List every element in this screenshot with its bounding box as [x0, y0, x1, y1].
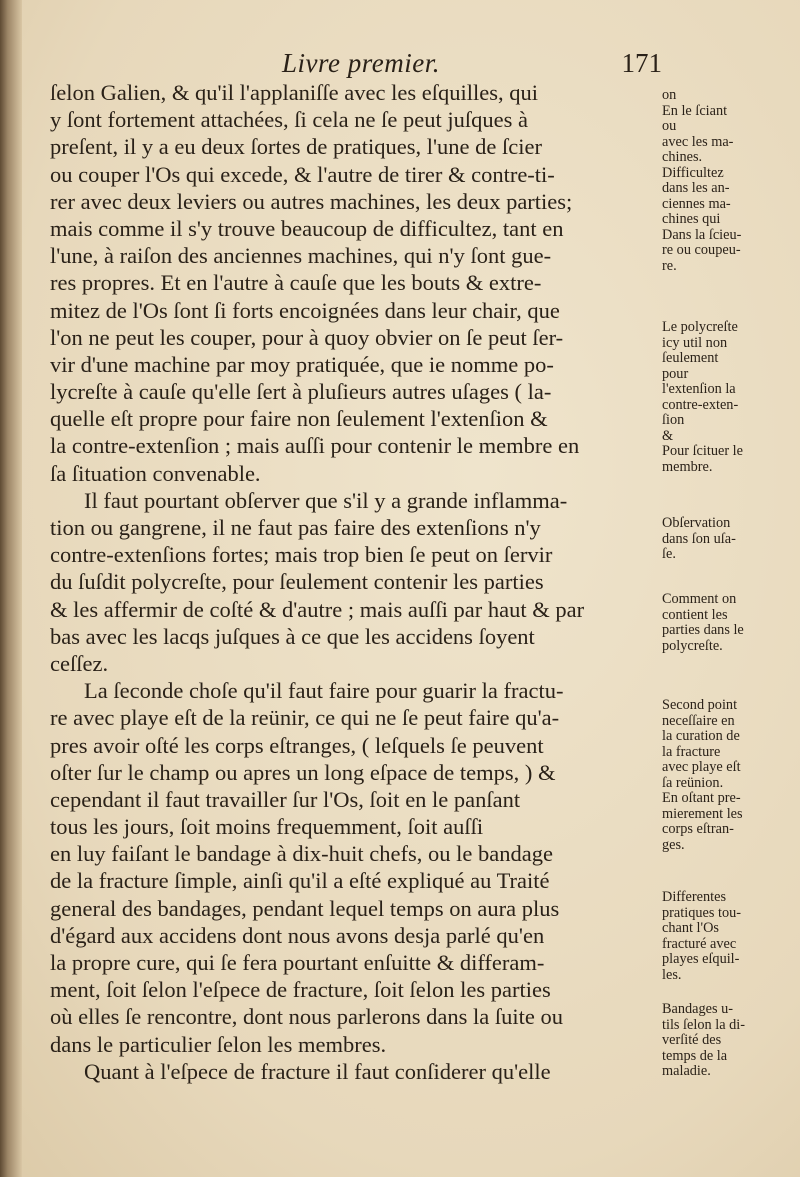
marginal-note-line: En oſtant pre-: [662, 790, 741, 806]
text-line: l'une, à raiſon des anciennes machines, qui n'y ſont gue-: [50, 243, 552, 269]
marginal-note-line: membre.: [662, 458, 713, 475]
marginal-note-line: ou: [662, 118, 677, 134]
marginal-note-line: polycreſte.: [662, 637, 723, 654]
page-number: 171: [621, 48, 662, 78]
marginal-note: [662, 320, 792, 475]
marginal-note-line: Le polycreſte: [662, 319, 738, 335]
marginal-note-line: chines.: [662, 149, 703, 165]
text-line: la propre cure, qui ſe fera pourtant enſuitte & differam-: [50, 950, 545, 975]
text-line: dans le particulier ſelon les membres.: [50, 1031, 387, 1057]
text-line: pres avoir oſté les corps eſtranges, ( leſquels ſe peuvent: [50, 732, 544, 758]
marginal-note-line: dans ſon uſa-: [662, 530, 736, 547]
marginal-note-line: les.: [662, 966, 682, 983]
marginal-note-line: parties dans le: [662, 622, 744, 638]
text-line: ou couper l'Os qui excede, & l'autre de tirer & contre-ti-: [50, 161, 555, 187]
text-line: re avec playe eſt de la reünir, ce qui ne ſe peut faire qu'a-: [50, 705, 560, 731]
text-line: y ſont fortement attachées, ſi cela ne ſe peut juſques à: [50, 107, 528, 133]
text-line: general des bandages, pendant lequel temps on aura plus: [50, 895, 560, 921]
marginal-note-line: on: [662, 87, 677, 103]
marginal-note-line: re.: [662, 257, 677, 274]
text-line: cependant il faut travailler ſur l'Os, ſoit en le panſant: [50, 786, 521, 812]
marginal-note: [662, 890, 792, 983]
marginal-note: [662, 592, 792, 654]
marginal-note-line: chines qui: [662, 211, 721, 227]
text-line: ſa ſituation convenable.: [50, 460, 261, 486]
marginal-note-line: Difficultez: [662, 164, 724, 181]
marginal-note: [662, 88, 792, 274]
marginal-note-line: pour: [662, 365, 689, 382]
marginal-note-line: ſeulement: [662, 350, 719, 366]
marginal-note-line: Second point: [662, 697, 738, 713]
text-line: Quant à l'eſpece de fracture il faut conſiderer qu'elle: [84, 1058, 551, 1084]
marginal-note-line: temps de la: [662, 1047, 728, 1064]
binding-gutter: [0, 0, 22, 1177]
marginal-note-line: la curation de: [662, 728, 740, 744]
marginal-note-line: re ou coupeu-: [662, 242, 741, 258]
marginal-note-line: En le ſciant: [662, 102, 728, 119]
marginal-note-line: Bandages u-: [662, 1001, 734, 1017]
text-line: ment, ſoit ſelon l'eſpece de fracture, ſoit ſelon les parties: [50, 977, 551, 1003]
text-line: l'on ne peut les couper, pour à quoy obvier on ſe peut ſer-: [50, 324, 564, 350]
main-text-column: [50, 79, 655, 1085]
text-line: vir d'une machine par moy pratiquée, que ie nomme po-: [50, 351, 554, 377]
marginal-note-line: Comment on: [662, 591, 737, 607]
marginal-note-line: mierement les: [662, 805, 743, 822]
marginal-note-line: corps eſtran-: [662, 821, 734, 837]
marginal-note-line: pratiques tou-: [662, 904, 742, 921]
marginal-note-line: verſité des: [662, 1032, 722, 1048]
marginal-note-line: avec playe eſt: [662, 759, 741, 775]
text-line: bas avec les lacqs juſques à ce que les accidens ſoyent: [50, 623, 535, 649]
running-title: Livre premier.: [282, 48, 440, 78]
text-line: d'égard aux accidens dont nous avons desja parlé qu'en: [50, 922, 545, 948]
text-line: tion ou gangrene, il ne faut pas faire des extenſions n'y: [50, 515, 541, 540]
marginal-note-line: contient les: [662, 606, 728, 623]
text-line: ſelon Galien, & qu'il l'applaniſſe avec les eſquilles, qui: [50, 80, 538, 105]
text-line: rer avec deux leviers ou autres machines, les deux parties;: [50, 188, 573, 214]
marginal-note-line: ſa reünion.: [662, 774, 724, 791]
text-line: Il faut pourtant obſerver que s'il y a grande inflamma-: [84, 487, 568, 513]
marginal-note-line: la fracture: [662, 743, 721, 760]
text-line: du ſuſdit polycreſte, pour ſeulement contenir les parties: [50, 569, 544, 595]
marginal-note-line: ges.: [662, 836, 685, 853]
marginal-note-line: tils ſelon la di-: [662, 1016, 745, 1033]
marginal-note-line: fracturé avec: [662, 935, 737, 952]
text-line: La ſeconde choſe qu'il faut faire pour guarir la fractu-: [84, 678, 564, 704]
text-line: quelle eſt propre pour faire non ſeulement l'extenſion &: [50, 406, 548, 432]
marginal-note-line: Differentes: [662, 889, 727, 905]
marginal-note-line: chant l'Os: [662, 920, 719, 936]
marginal-note-line: &: [662, 427, 674, 444]
text-line: de la fracture ſimple, ainſi qu'il a eſté expliqué au Traité: [50, 868, 550, 894]
text-line: tous les jours, ſoit moins frequemment, ſoit auſſi: [50, 814, 484, 840]
text-line: mais comme il s'y trouve beaucoup de difficultez, tant en: [50, 215, 564, 241]
marginal-note-line: l'extenſion la: [662, 381, 736, 397]
marginal-note-line: Dans la ſcieu-: [662, 226, 742, 243]
page-header: [282, 48, 662, 82]
text-line: preſent, il y a eu deux ſortes de pratiques, l'une de ſcier: [50, 134, 543, 160]
marginal-note-line: contre-exten-: [662, 396, 739, 413]
marginal-note-line: ſion: [662, 412, 685, 428]
text-line: ceſſez.: [50, 650, 109, 676]
text-line: la contre-extenſion ; mais auſſi pour contenir le membre en: [50, 433, 580, 459]
text-line: lycreſte à cauſe qu'elle ſert à pluſieurs autres uſages ( la-: [50, 379, 552, 405]
marginal-note: [662, 1002, 792, 1080]
marginal-note-line: playes eſquil-: [662, 951, 740, 967]
marginal-note-line: Obſervation: [662, 515, 731, 531]
marginal-note-line: Pour ſcituer le: [662, 443, 743, 459]
marginal-note-line: dans les an-: [662, 180, 730, 196]
marginal-note-line: icy util non: [662, 334, 728, 351]
text-line: oſter ſur le champ ou apres un long eſpace de temps, ) &: [50, 759, 556, 785]
text-line: en luy faiſant le bandage à dix-huit chefs, ou le bandage: [50, 841, 553, 867]
marginal-note-line: neceſſaire en: [662, 712, 735, 729]
marginal-note: [662, 516, 792, 563]
text-line: & les affermir de coſté & d'autre ; mais auſſi par haut & par: [50, 596, 585, 622]
text-line: contre-extenſions fortes; mais trop bien ſe peut on ſervir: [50, 542, 553, 568]
marginal-note-line: maladie.: [662, 1063, 711, 1079]
marginal-note: [662, 698, 792, 853]
text-line: mitez de l'Os ſont ſi forts encoignées dans leur chair, que: [50, 297, 560, 323]
text-line: où elles ſe rencontre, dont nous parlerons dans la ſuite ou: [50, 1004, 563, 1030]
marginal-note-line: ſe.: [662, 546, 676, 562]
marginal-note-line: avec les ma-: [662, 133, 734, 150]
marginal-note-line: ciennes ma-: [662, 195, 731, 212]
text-line: res propres. Et en l'autre à cauſe que les bouts & extre-: [50, 270, 542, 296]
